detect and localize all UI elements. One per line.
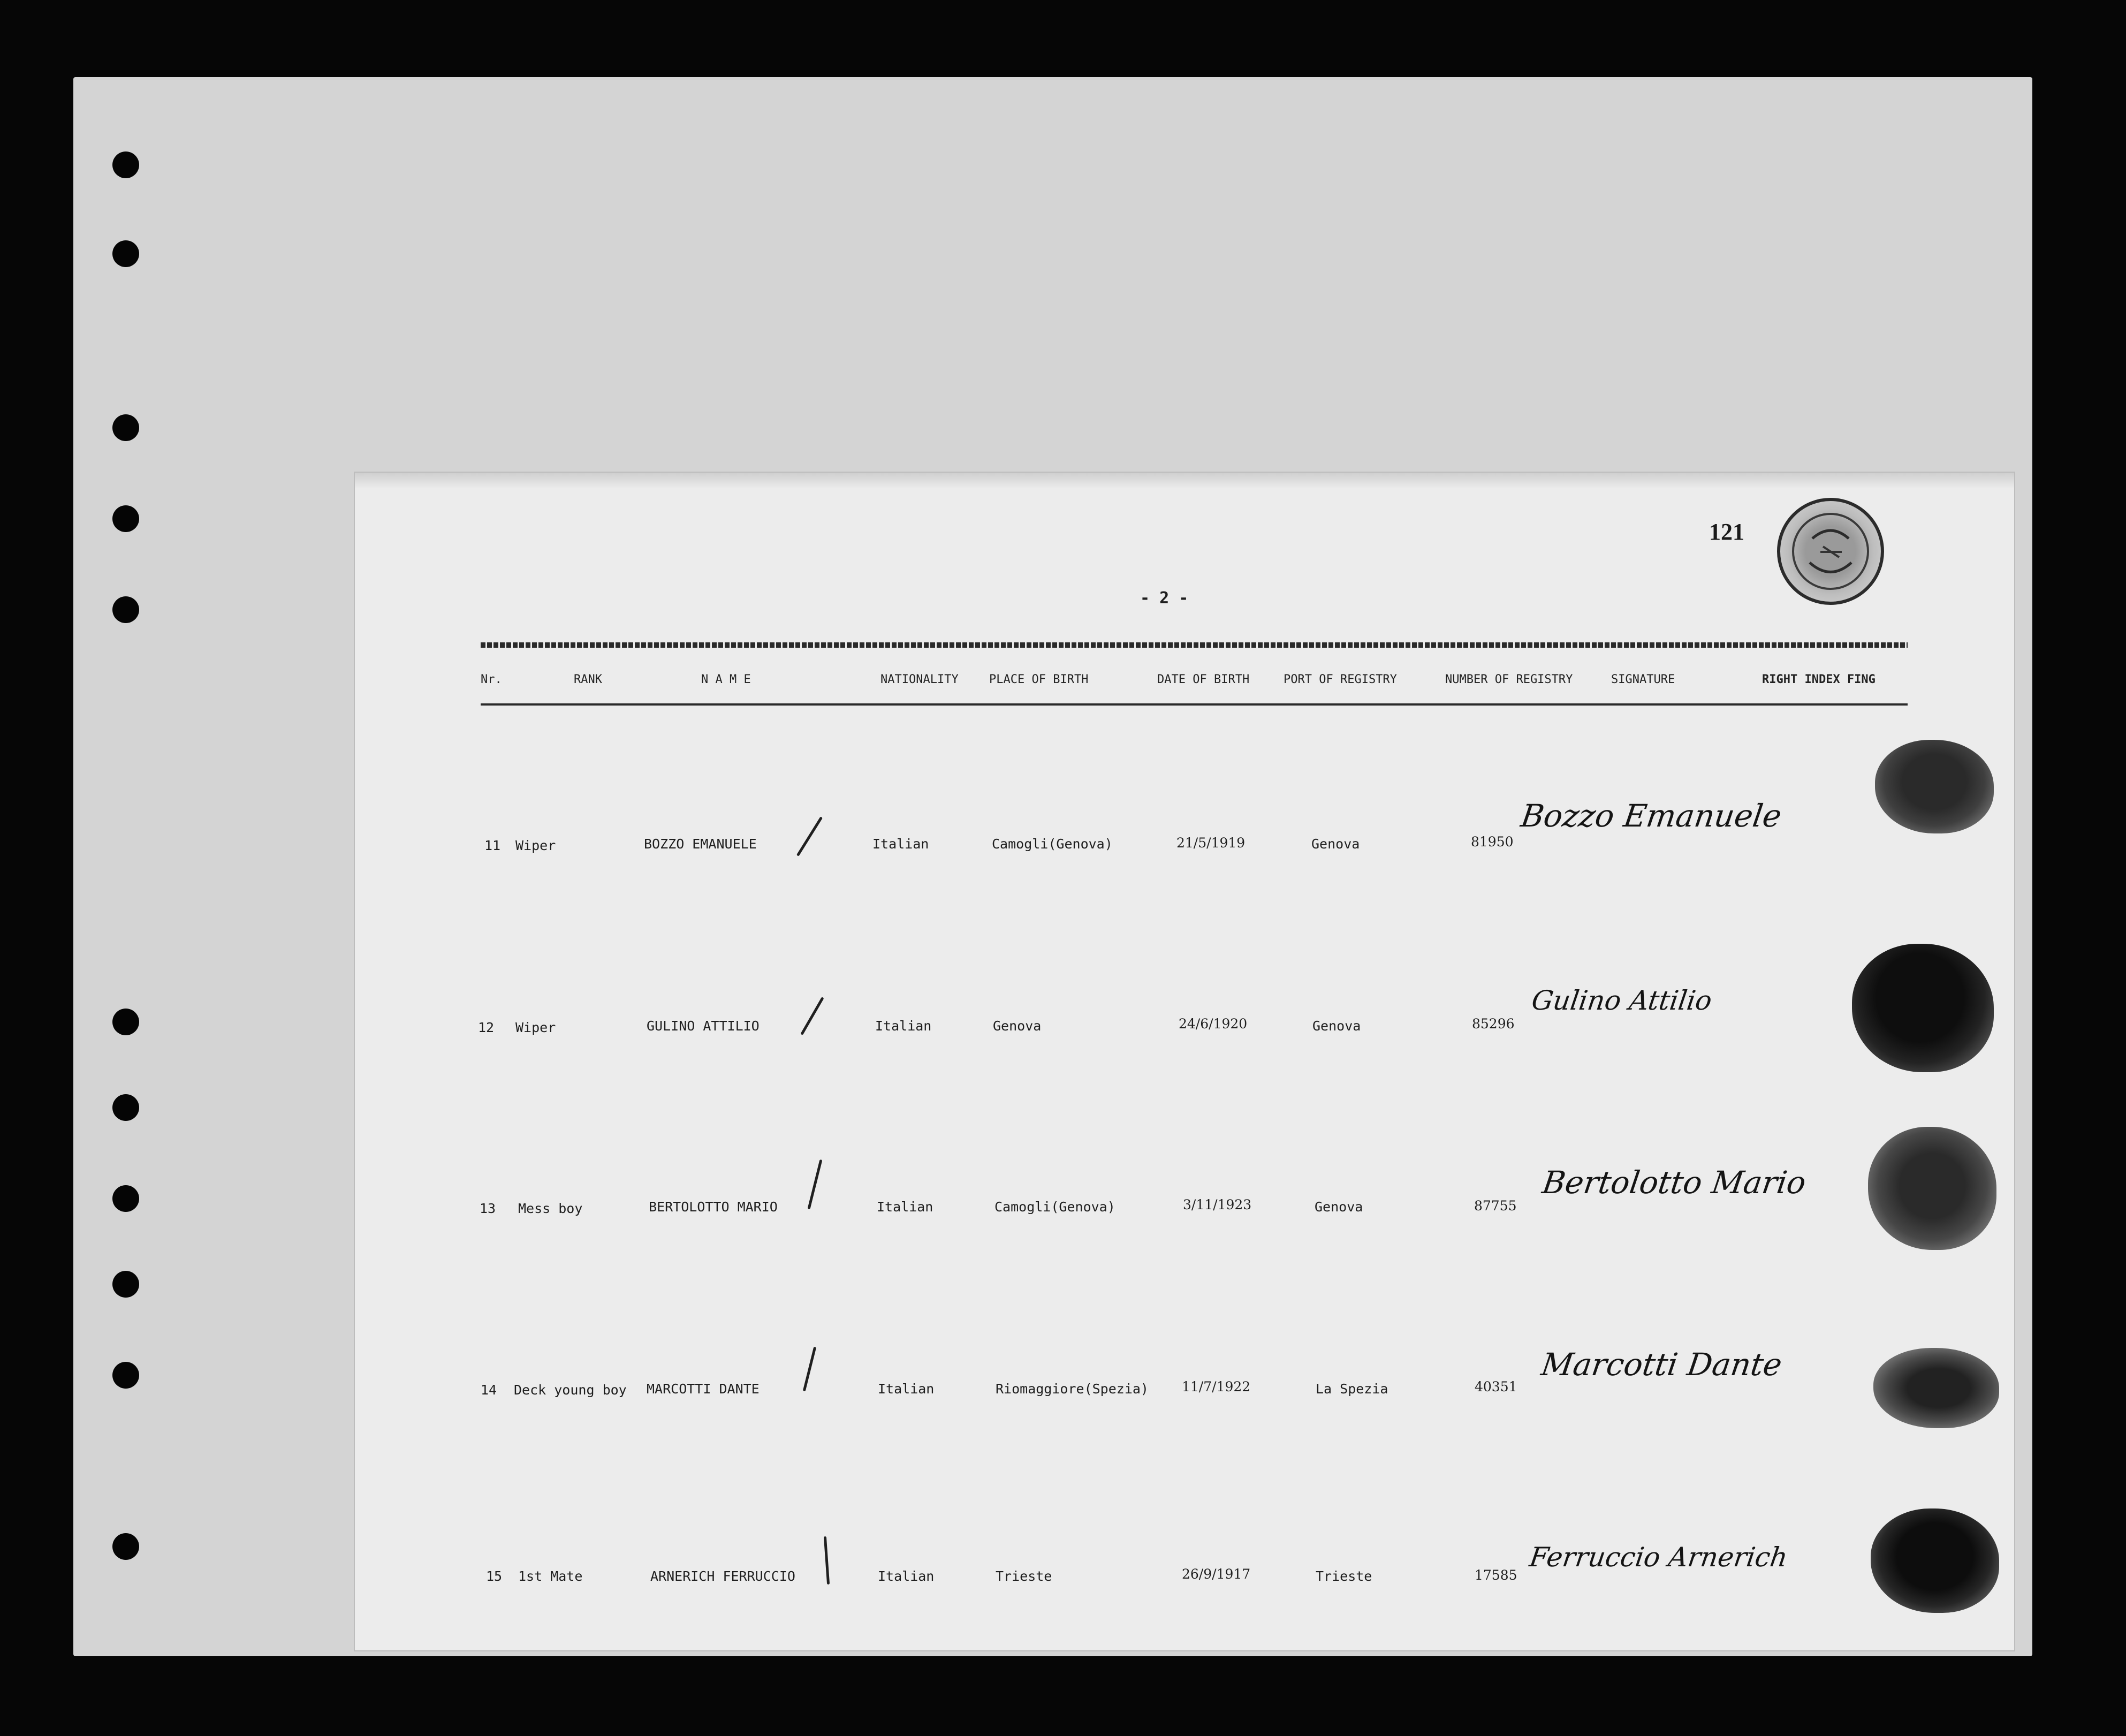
row-signature: Gulino Attilio bbox=[1529, 985, 1714, 1016]
row-nationality: Italian bbox=[875, 1018, 932, 1034]
row-date-of-birth: 11/7/1922 bbox=[1182, 1379, 1251, 1394]
punch-hole bbox=[112, 596, 139, 623]
row-nr: 14 bbox=[481, 1382, 497, 1398]
punch-hole bbox=[112, 1533, 139, 1560]
row-nr: 12 bbox=[478, 1020, 495, 1035]
row-nationality: Italian bbox=[878, 1568, 935, 1584]
row-port-of-registry: Genova bbox=[1315, 1199, 1363, 1215]
fingerprint bbox=[1875, 740, 1994, 833]
row-place-of-birth: Camogli(Genova) bbox=[994, 1199, 1115, 1215]
fingerprint bbox=[1873, 1348, 1999, 1428]
page-number: 121 bbox=[1709, 519, 1744, 545]
row-nr: 13 bbox=[480, 1201, 496, 1216]
row-nr: 11 bbox=[484, 838, 501, 853]
row-port-of-registry: Trieste bbox=[1316, 1568, 1372, 1584]
row-name: BOZZO EMANUELE bbox=[644, 836, 757, 852]
row-signature: Marcotti Dante bbox=[1539, 1346, 1785, 1383]
col-header-place-of-birth: PLACE OF BIRTH bbox=[989, 673, 1089, 686]
row-nationality: Italian bbox=[877, 1199, 933, 1215]
punch-hole bbox=[112, 151, 139, 178]
crew-list-sheet bbox=[355, 473, 2014, 1650]
fingerprint bbox=[1852, 944, 1994, 1072]
row-rank: 1st Mate bbox=[518, 1568, 583, 1584]
col-header-number-of-registry: NUMBER OF REGISTRY bbox=[1445, 673, 1573, 686]
row-rank: Wiper bbox=[515, 1020, 556, 1035]
row-name: MARCOTTI DANTE bbox=[647, 1381, 760, 1397]
fingerprint bbox=[1868, 1127, 1996, 1250]
row-place-of-birth: Trieste bbox=[996, 1568, 1052, 1584]
header-rule-top bbox=[481, 642, 1908, 648]
col-header-nationality: NATIONALITY bbox=[880, 673, 959, 686]
header-rule-bottom bbox=[481, 703, 1908, 706]
row-rank: Mess boy bbox=[518, 1201, 583, 1216]
row-place-of-birth: Riomaggiore(Spezia) bbox=[996, 1381, 1149, 1397]
row-date-of-birth: 26/9/1917 bbox=[1182, 1566, 1251, 1582]
row-nationality: Italian bbox=[872, 836, 929, 852]
row-number-of-registry: 81950 bbox=[1471, 834, 1514, 850]
row-number-of-registry: 85296 bbox=[1472, 1016, 1515, 1032]
punch-hole bbox=[112, 240, 139, 267]
row-port-of-registry: Genova bbox=[1312, 1018, 1361, 1034]
row-name: GULINO ATTILIO bbox=[647, 1018, 760, 1034]
punch-hole bbox=[112, 1362, 139, 1389]
row-signature: Bozzo Emanuele bbox=[1518, 798, 1784, 834]
col-header-signature: SIGNATURE bbox=[1611, 673, 1675, 686]
col-header-date-of-birth: DATE OF BIRTH bbox=[1157, 673, 1250, 686]
punch-hole bbox=[112, 1271, 139, 1298]
col-header-name: N A M E bbox=[701, 673, 751, 686]
row-place-of-birth: Genova bbox=[993, 1018, 1042, 1034]
row-signature: Ferruccio Arnerich bbox=[1527, 1542, 1790, 1573]
col-header-fingerprint: RIGHT INDEX FING bbox=[1762, 673, 1876, 686]
punch-hole bbox=[112, 1094, 139, 1121]
row-signature: Bertolotto Mario bbox=[1540, 1164, 1809, 1201]
col-header-rank: RANK bbox=[574, 673, 602, 686]
row-date-of-birth: 24/6/1920 bbox=[1179, 1016, 1248, 1032]
row-port-of-registry: La Spezia bbox=[1316, 1381, 1388, 1397]
row-number-of-registry: 40351 bbox=[1475, 1379, 1517, 1394]
row-nationality: Italian bbox=[878, 1381, 935, 1397]
row-date-of-birth: 21/5/1919 bbox=[1176, 835, 1246, 851]
row-port-of-registry: Genova bbox=[1311, 836, 1360, 852]
punch-hole bbox=[112, 1009, 139, 1035]
row-number-of-registry: 17585 bbox=[1475, 1567, 1517, 1583]
row-name: ARNERICH FERRUCCIO bbox=[650, 1568, 795, 1584]
row-number-of-registry: 87755 bbox=[1474, 1198, 1517, 1214]
fingerprint bbox=[1871, 1508, 1999, 1613]
row-rank: Deck young boy bbox=[514, 1382, 627, 1398]
punch-hole bbox=[112, 414, 139, 441]
row-place-of-birth: Camogli(Genova) bbox=[992, 836, 1113, 852]
row-date-of-birth: 3/11/1923 bbox=[1183, 1197, 1252, 1212]
page-marker: - 2 - bbox=[1140, 589, 1189, 608]
col-header-nr: Nr. bbox=[481, 673, 502, 686]
punch-hole bbox=[112, 1185, 139, 1212]
row-name: BERTOLOTTO MARIO bbox=[649, 1199, 778, 1215]
official-stamp bbox=[1777, 498, 1884, 605]
punch-hole bbox=[112, 505, 139, 532]
col-header-port-of-registry: PORT OF REGISTRY bbox=[1284, 673, 1397, 686]
row-rank: Wiper bbox=[515, 838, 556, 853]
stamp-seal-graphic bbox=[1780, 501, 1881, 602]
row-nr: 15 bbox=[486, 1568, 503, 1584]
